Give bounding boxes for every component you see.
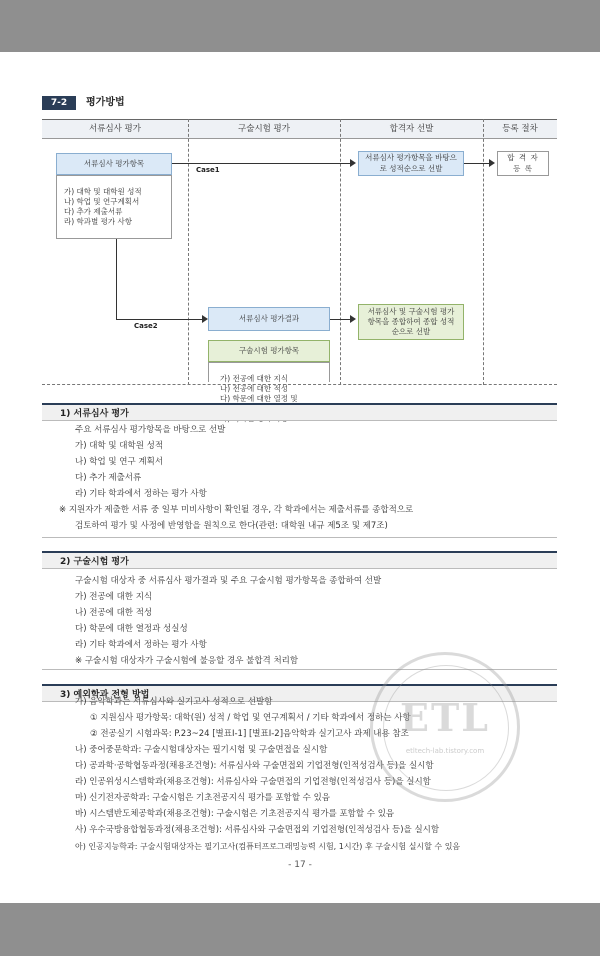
list-item: 나) 전공에 대한 적성 xyxy=(220,384,289,393)
doc-review-items-list xyxy=(64,187,142,227)
s1-line: 다) 추가 제출서류 xyxy=(75,473,142,483)
s3-line: 사) 우수국방융합협동과정(채용조건형): 서류심사와 구술면접외 기업전형(인적성검사 등)을 실시함 xyxy=(75,825,440,835)
s2-line: 라) 기타 학과에서 정하는 평가 사항 xyxy=(75,640,207,650)
document-page xyxy=(0,52,600,903)
oral-items-box: 구술시험 평가항목 xyxy=(208,340,330,362)
doc-result-box: 서류심사 평가결과 xyxy=(208,307,330,331)
doc-select-box: 서류심사 평가항목을 바탕으로 성적순으로 선발 xyxy=(358,151,464,176)
s1-line: 가) 대학 및 대학원 성적 xyxy=(75,441,164,451)
page-number: - 17 - xyxy=(288,860,312,870)
list-item: 나) 학업 및 연구계획서 xyxy=(64,197,140,206)
case1-label: Case1 xyxy=(196,166,220,174)
column-divider xyxy=(188,119,189,385)
s2-note: ※ 구술시험 대상자가 구술시험에 불응할 경우 불합격 처리함 xyxy=(75,656,299,666)
column-header-doc-review: 서류심사 평가 xyxy=(42,119,188,139)
column-divider xyxy=(340,119,341,385)
watermark-stamp xyxy=(370,652,520,802)
section-title: 평가방법 xyxy=(86,97,125,108)
connector-to-final xyxy=(464,163,489,164)
s2-line: 구술시험 대상자 중 서류심사 평가결과 및 주요 구술시험 평가항목을 종합하여 선발 xyxy=(75,576,382,586)
case1-arrowhead xyxy=(350,159,356,167)
watermark-url: etltech-lab.tistory.com xyxy=(405,747,485,755)
watermark-text: ETL xyxy=(400,695,490,740)
s3-line: 나) 중어중문학과: 구술시험대상자는 필기시험 및 구술면접을 실시함 xyxy=(75,745,328,755)
column-header-oral-exam: 구술시험 평가 xyxy=(188,119,340,139)
list-item: 다) 학문에 대한 열정 및 xyxy=(220,394,298,403)
section1-header: 1) 서류심사 평가 xyxy=(42,403,557,421)
column-header-registration: 등록 절차 xyxy=(483,119,557,139)
s2-line: 다) 학문에 대한 열정과 성실성 xyxy=(75,624,188,634)
s3-line: 바) 시스템반도체공학과(채용조건형): 구술시험은 기초전공지식 평가를 포함할 수 있음 xyxy=(75,809,395,819)
list-item: 가) 전공에 대한 지식 xyxy=(220,374,289,383)
s3-line: 가) 음악학과는 서류심사와 실기고사 성적으로 선발함 xyxy=(75,697,273,707)
column-header-selection: 합격자 선발 xyxy=(340,119,483,139)
s1-line: 라) 기타 학과에서 정하는 평가 사항 xyxy=(75,489,207,499)
connector-to-combined xyxy=(330,319,350,320)
section1-bottom-line xyxy=(42,537,557,538)
s2-line: 가) 전공에 대한 지식 xyxy=(75,592,153,602)
list-item: 가) 대학 및 대학원 성적 xyxy=(64,187,142,196)
s1-line: 나) 학업 및 연구 계획서 xyxy=(75,457,164,467)
combined-select-box: 서류심사 및 구술시험 평가항목을 종합하여 종합 성적순으로 선발 xyxy=(358,304,464,340)
final-registration-box: 합 격 자 등 록 xyxy=(497,151,549,176)
evaluation-flow-diagram xyxy=(42,119,557,385)
doc-review-items-box: 서류심사 평가항목 xyxy=(56,153,172,175)
s3-line: 아) 인공지능학과: 구술시험대상자는 필기고사(컴퓨터프로그래밍능력 시험, 1시간) 후 구술시험 실시할 수 있음 xyxy=(75,842,461,851)
case2-connector-vertical xyxy=(116,239,117,319)
case1-connector xyxy=(172,163,350,164)
s3-subline: ② 전공실기 시험과목: P.23~24 [별표Ⅰ-1] [별표Ⅰ-2]음악학과 실기고사 과제 내용 참조 xyxy=(90,729,409,739)
s3-line: 마) 신기전자공학과: 구술시험은 기초전공지식 평가를 포함할 수 있음 xyxy=(75,793,331,803)
s1-note: ※ 지원자가 제출한 서류 중 일부 미비사항이 확인될 경우, 각 학과에서는 제출서류를 종합적으로 xyxy=(59,505,414,515)
combined-arrowhead xyxy=(350,315,356,323)
section3-header: 3) 예외학과 전형 방법 xyxy=(42,684,557,702)
case2-connector-horizontal xyxy=(116,319,204,320)
list-item: 다) 추가 제출서류 xyxy=(64,207,123,216)
s3-subline: ① 지원심사 평가항목: 대학(원) 성적 / 학업 및 연구계획서 / 기타 학과에서 정하는 사항 xyxy=(90,713,411,723)
column-divider xyxy=(483,119,484,385)
final-arrowhead xyxy=(489,159,495,167)
s1-note: 검토하여 평가 및 사정에 반영함을 원칙으로 한다(관련: 대학원 내규 제5조 및 제7조) xyxy=(75,521,388,531)
s3-line: 라) 인공위성시스템학과(채용조건형): 서류심사와 구술면접의 기업전형(인적성검사 등)을 실시함 xyxy=(75,777,431,787)
section2-header: 2) 구술시험 평가 xyxy=(42,551,557,569)
case2-label: Case2 xyxy=(134,322,158,330)
s3-line: 다) 공과학·공학협동과정(채용조건형): 서류심사와 구술면접외 기업전형(인적성검사 등)을 실시함 xyxy=(75,761,434,771)
s1-line: 주요 서류심사 평가항목을 바탕으로 선발 xyxy=(75,425,226,435)
section-number-badge: 7-2 xyxy=(42,96,76,110)
list-item: 라) 학과별 평가 사항 xyxy=(64,217,133,226)
s2-line: 나) 전공에 대한 적성 xyxy=(75,608,153,618)
